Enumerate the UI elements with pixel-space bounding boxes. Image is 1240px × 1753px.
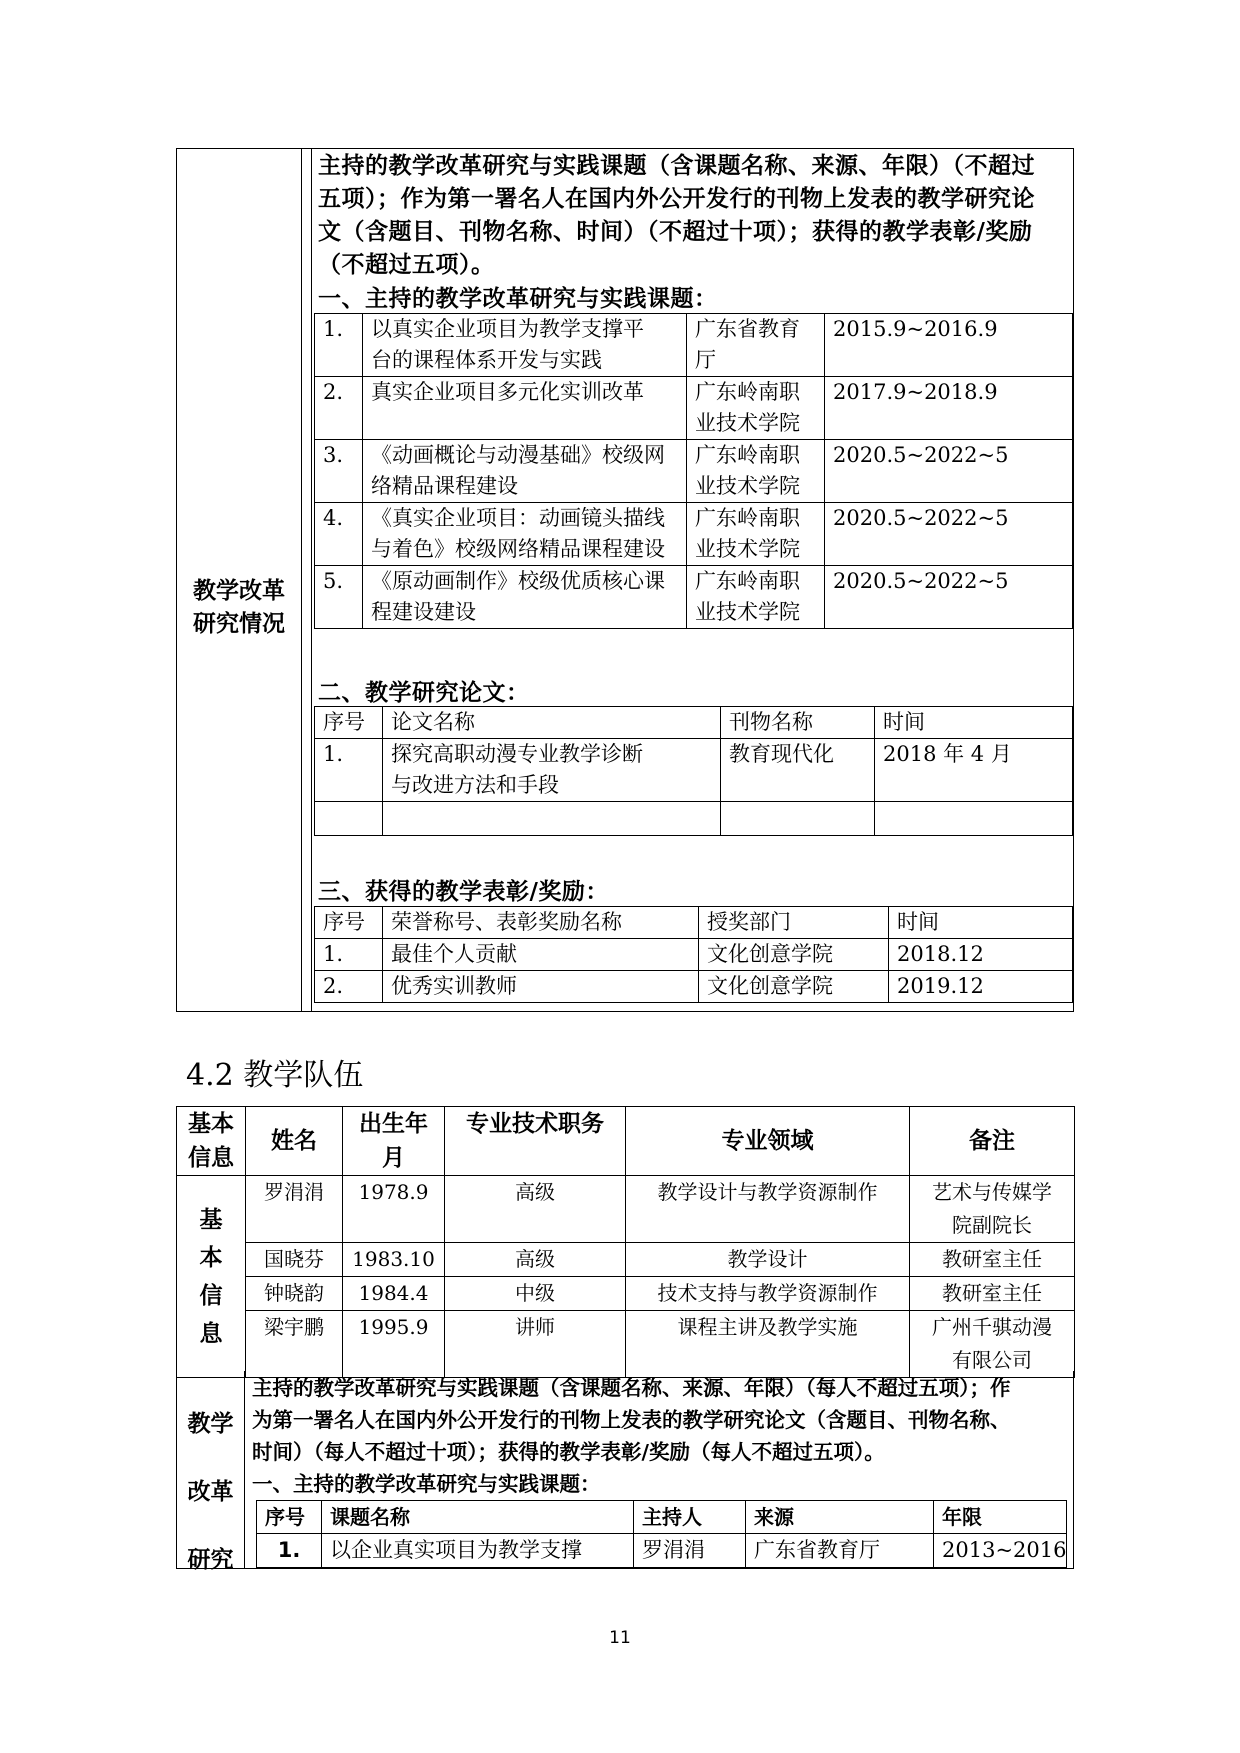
section-label: 教学 改革 研究 <box>187 1411 234 1573</box>
section-title: 4.2 教学队伍 <box>186 1058 364 1093</box>
table-header-row: 基本 信息 姓名 出生年 月 专业技术职务 专业领域 备注 <box>177 1107 1075 1176</box>
project-period: 2015.9~2016.9 <box>825 314 1073 377</box>
table-row: 梁宇鹏 1995.9 讲师 课程主讲及教学实施 广州千骐动漫 有限公司 <box>177 1311 1075 1378</box>
table-row: 1. 以企业真实项目为教学支撑 罗涓涓 广东省教育厅 2013~2016 <box>257 1534 1067 1568</box>
project-source: 广东岭南职 业技术学院 <box>687 377 825 440</box>
projects-heading: 一、主持的教学改革研究与实践课题： <box>252 1472 601 1496</box>
table-row <box>315 314 1073 377</box>
project-period: 2020.5~2022~5 <box>825 503 1073 566</box>
section-instructions: 主持的教学改革研究与实践课题（含课题名称、来源、年限）（每人不超过五项）；作 为第一署名人在国内外公开发行的刊物上发表的教学研究论文（含题目、刊物名称、 时间）（每人不超过十项）；获得的教学表彰/奖励（每人不超过五项）。 <box>252 1376 1011 1464</box>
project-no: 4. <box>315 503 363 566</box>
papers-table <box>314 706 1073 836</box>
project-period: 2020.5~2022~5 <box>825 440 1073 503</box>
section-label: 教学改革 研究情况 <box>193 578 285 637</box>
table-row <box>315 377 1073 440</box>
table-row <box>315 440 1073 503</box>
table-row <box>315 802 1073 836</box>
column-divider <box>302 148 312 1012</box>
project-name: 真实企业项目多元化实训改革 <box>363 377 687 440</box>
table-row: 2. 优秀实训教师 文化创意学院 2019.12 <box>315 971 1073 1003</box>
project-source: 广东岭南职 业技术学院 <box>687 503 825 566</box>
table-row: 1. 最佳个人贡献 文化创意学院 2018.12 <box>315 939 1073 971</box>
table-row: 钟晓韵 1984.4 中级 技术支持与教学资源制作 教研室主任 <box>177 1277 1075 1311</box>
project-source: 广东省教育 厅 <box>687 314 825 377</box>
projects-table <box>314 313 1073 629</box>
project-source: 广东岭南职 业技术学院 <box>687 440 825 503</box>
project-no: 1. <box>315 314 363 377</box>
table-header-row: 序号 论文名称 刊物名称 时间 <box>315 707 1073 739</box>
awards-heading: 三、获得的教学表彰/奖励： <box>318 879 609 905</box>
project-name: 《原动画制作》校级优质核心课 程建设建设 <box>363 566 687 629</box>
table-row: 1. 探究高职动漫专业教学诊断 与改进方法和手段 教育现代化 2018 年 4 月 <box>315 739 1073 802</box>
table-row <box>315 503 1073 566</box>
table-row: 基 本 信 息 罗涓涓 1978.9 高级 教学设计与教学资源制作 艺术与传媒学 院副院长 <box>177 1176 1075 1243</box>
side-label: 基 本 信 息 <box>177 1176 246 1378</box>
team-table <box>176 1106 1075 1378</box>
project-name: 《真实企业项目：动画镜头描线 与着色》校级网络精品课程建设 <box>363 503 687 566</box>
project-no: 2. <box>315 377 363 440</box>
section-instructions: 主持的教学改革研究与实践课题（含课题名称、来源、年限）（不超过 五项）；作为第一署名人在国内外公开发行的刊物上发表的教学研究论 文（含题目、刊物名称、时间）（不超过十项）；获得的教学表彰/奖励 （不超过五项）。 <box>318 153 1035 278</box>
table-header-row: 序号 荣誉称号、表彰奖励名称 授奖部门 时间 <box>315 907 1073 939</box>
team-projects-table <box>256 1500 1067 1568</box>
awards-table <box>314 906 1073 1003</box>
project-name: 《动画概论与动漫基础》校级网 络精品课程建设 <box>363 440 687 503</box>
project-source: 广东岭南职 业技术学院 <box>687 566 825 629</box>
page-number: 11 <box>609 1628 631 1648</box>
project-no: 5. <box>315 566 363 629</box>
papers-heading: 二、教学研究论文： <box>318 680 530 706</box>
table-header-row: 序号 课题名称 主持人 来源 年限 <box>257 1501 1067 1534</box>
projects-heading: 一、主持的教学改革研究与实践课题： <box>318 286 718 312</box>
project-period: 2017.9~2018.9 <box>825 377 1073 440</box>
project-period: 2020.5~2022~5 <box>825 566 1073 629</box>
project-name: 以真实企业项目为教学支撑平 台的课程体系开发与实践 <box>363 314 687 377</box>
table-row <box>315 566 1073 629</box>
table-row: 国晓芬 1983.10 高级 教学设计 教研室主任 <box>177 1243 1075 1277</box>
project-no: 3. <box>315 440 363 503</box>
